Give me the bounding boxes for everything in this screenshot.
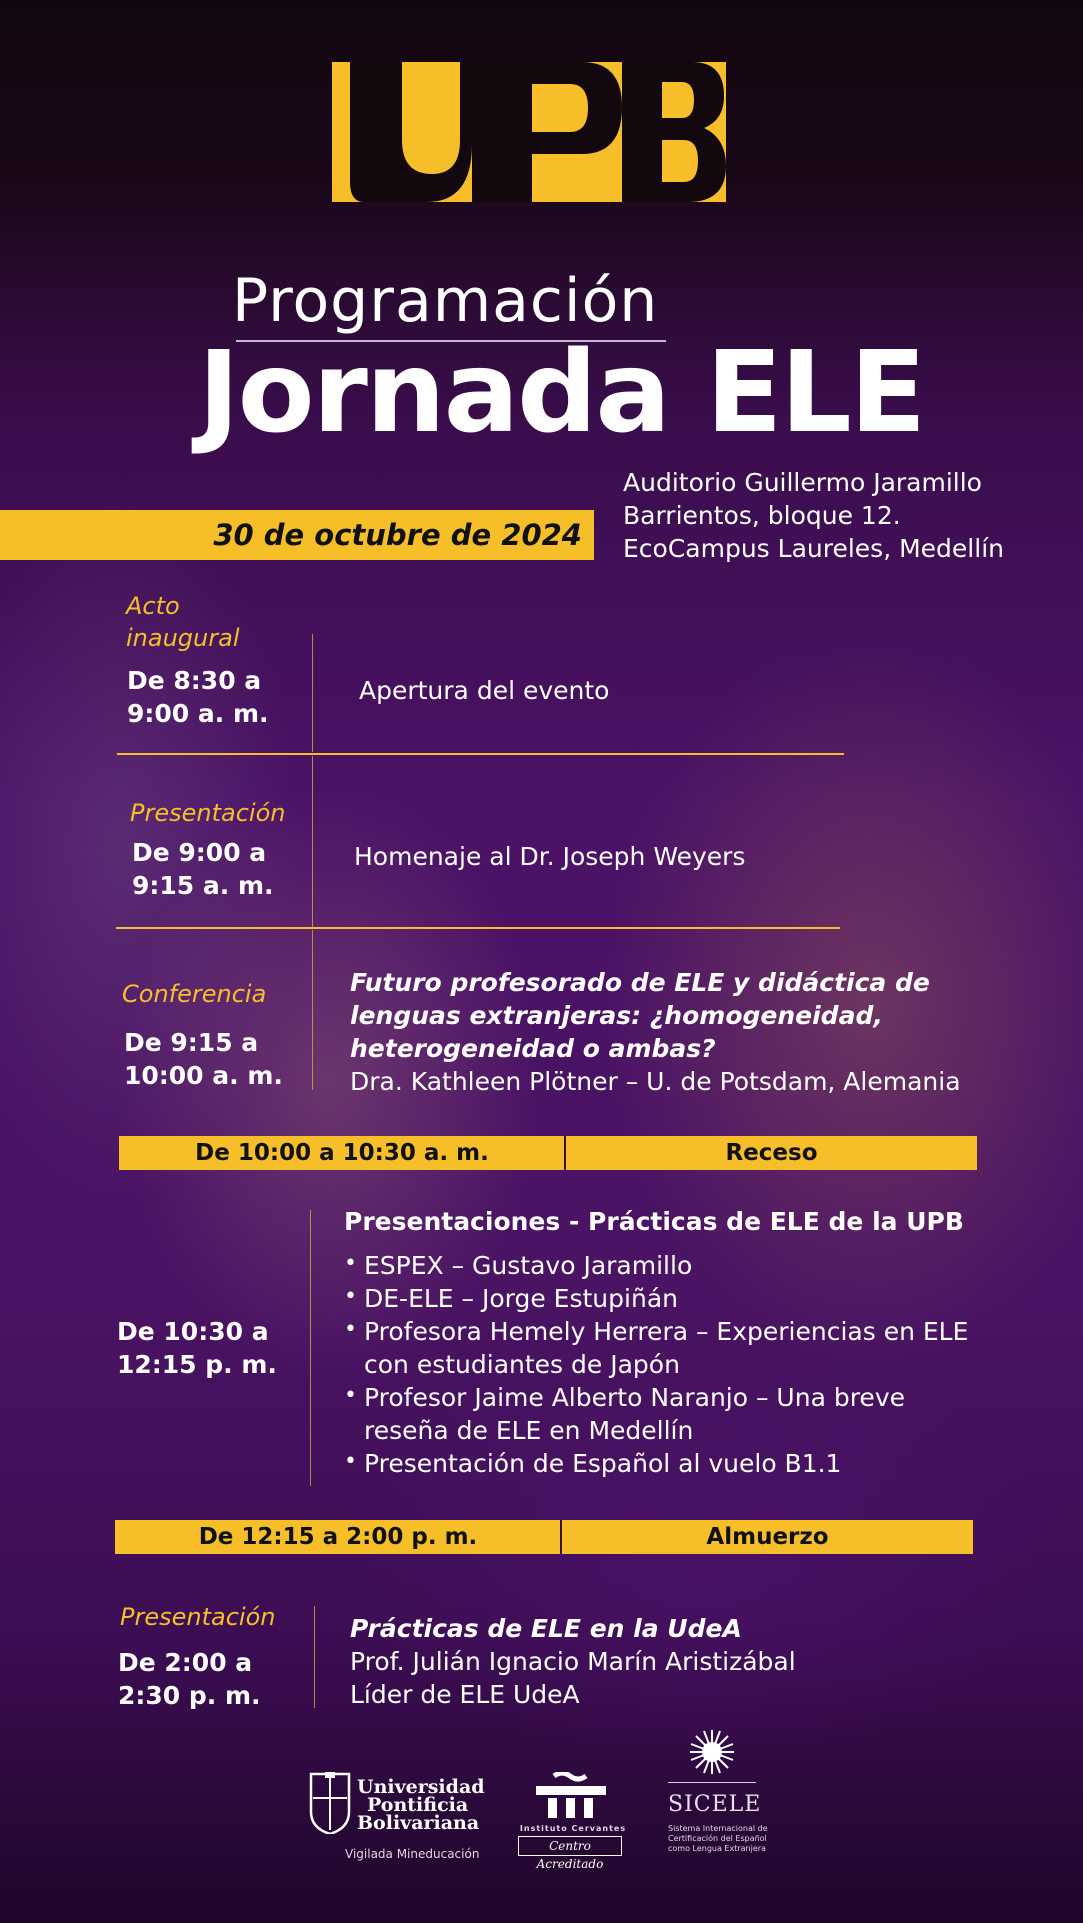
session-description: Apertura del evento <box>359 676 610 705</box>
session-time <box>124 1026 283 1092</box>
break-bar <box>115 1520 973 1554</box>
conference-title <box>350 966 930 1065</box>
cervantes-emblem-icon <box>534 1772 608 1818</box>
upb-name <box>357 1778 485 1832</box>
list-item <box>344 1381 968 1447</box>
session-label: Conferencia <box>122 980 267 1008</box>
cervantes-logo <box>518 1772 628 1871</box>
list-item <box>344 1315 968 1381</box>
session-description <box>350 1612 796 1711</box>
conference-title-line: lenguas extranjeras: ¿homogeneidad, <box>350 1001 883 1030</box>
list-item-text: con estudiantes de Japón <box>364 1350 680 1379</box>
session-divider <box>310 1210 311 1486</box>
venue-line: EcoCampus Laureles, Medellín <box>623 534 1004 563</box>
break-time: De 12:15 a 2:00 p. m. <box>198 1524 478 1550</box>
sicele-name: SICELE <box>668 1792 762 1817</box>
venue-line: Auditorio Guillermo Jaramillo <box>623 468 982 497</box>
venue-line: Barrientos, bloque 12. <box>623 501 901 530</box>
row-separator <box>117 753 844 755</box>
list-item <box>344 1282 968 1315</box>
session-time-line: 12:15 p. m. <box>117 1350 277 1379</box>
presentations-heading: Presentaciones - Prácticas de ELE de la UPB <box>344 1207 964 1236</box>
session-time-line: 2:30 p. m. <box>118 1681 261 1710</box>
upb-name-line: Universidad <box>357 1776 485 1798</box>
session-time-line: De 8:30 a <box>127 666 262 695</box>
presentations-list <box>344 1249 968 1480</box>
sicele-logo <box>668 1726 778 1866</box>
session-time <box>117 1315 277 1381</box>
upb-name-line: Bolivariana <box>357 1812 480 1834</box>
upb-vigilada: Vigilada Mineducación <box>345 1847 480 1861</box>
session-divider <box>312 930 313 1090</box>
upb-logo <box>332 62 726 202</box>
session-label-line: inaugural <box>126 624 240 652</box>
break-time: De 10:00 a 10:30 a. m. <box>195 1140 489 1166</box>
session-title: Prácticas de ELE en la UdeA <box>350 1614 742 1643</box>
session-divider <box>312 634 313 752</box>
session-time-line: De 10:30 a <box>117 1317 269 1346</box>
title-jornada-ele: Jornada ELE <box>198 328 925 458</box>
session-time <box>127 664 269 730</box>
list-item-text: • ESPEX – Gustavo Jaramillo <box>364 1251 693 1280</box>
date-banner <box>0 510 594 560</box>
list-item <box>344 1249 968 1282</box>
list-item-text: • DE-ELE – Jorge Estupiñán <box>364 1284 678 1313</box>
session-label: Presentación <box>130 799 286 827</box>
list-item-text: • Profesora Hemely Herrera – Experiencias en ELE <box>364 1317 969 1346</box>
session-time-line: 9:00 a. m. <box>127 699 269 728</box>
list-item <box>344 1447 968 1480</box>
sicele-description-line: como Lengua Extranjera <box>668 1844 766 1853</box>
session-time-line: 10:00 a. m. <box>124 1061 283 1090</box>
upb-crest-icon <box>307 1772 353 1834</box>
conference-title-line: heterogeneidad o ambas? <box>350 1034 716 1063</box>
session-label: Presentación <box>120 1603 276 1631</box>
upb-name-line: Pontificia <box>367 1794 469 1816</box>
break-label: Receso <box>725 1140 818 1166</box>
sicele-divider <box>668 1782 756 1783</box>
session-time-line: 9:15 a. m. <box>132 871 274 900</box>
conference-speaker: Dra. Kathleen Plötner – U. de Potsdam, Alemania <box>350 1067 961 1096</box>
session-time-line: De 2:00 a <box>118 1648 253 1677</box>
session-divider <box>312 756 313 928</box>
sicele-sun-icon <box>690 1730 734 1774</box>
list-item-text: • Presentación de Español al vuelo B1.1 <box>364 1449 842 1478</box>
session-speaker: Prof. Julián Ignacio Marín Aristizábal <box>350 1647 796 1676</box>
event-date: 30 de octubre de 2024 <box>213 518 582 552</box>
cervantes-name: Instituto Cervantes <box>519 1824 627 1833</box>
session-description: Homenaje al Dr. Joseph Weyers <box>354 842 746 871</box>
session-label <box>126 590 239 654</box>
sicele-description-line: Certificación del Español <box>668 1834 767 1843</box>
session-label-line: Acto <box>126 592 180 620</box>
session-time <box>118 1646 261 1712</box>
cervantes-accredited: Centro Acreditado <box>518 1836 622 1856</box>
venue-info <box>623 466 1004 565</box>
session-time-line: De 9:00 a <box>132 838 267 867</box>
list-item-text: • Profesor Jaime Alberto Naranjo – Una breve <box>364 1383 905 1412</box>
upb-university-logo <box>307 1772 485 1861</box>
conference-title-line: Futuro profesorado de ELE y didáctica de <box>350 968 930 997</box>
title-programacion: Programación <box>232 266 659 336</box>
sicele-description-line: Sistema Internacional de <box>668 1824 768 1833</box>
break-label: Almuerzo <box>706 1524 829 1550</box>
session-divider <box>314 1606 315 1708</box>
session-time <box>132 836 274 902</box>
session-speaker-role: Líder de ELE UdeA <box>350 1680 580 1709</box>
list-item-text: reseña de ELE en Medellín <box>364 1416 694 1445</box>
break-bar <box>119 1136 977 1170</box>
row-separator <box>116 927 840 929</box>
session-time-line: De 9:15 a <box>124 1028 259 1057</box>
sicele-description <box>668 1824 768 1854</box>
